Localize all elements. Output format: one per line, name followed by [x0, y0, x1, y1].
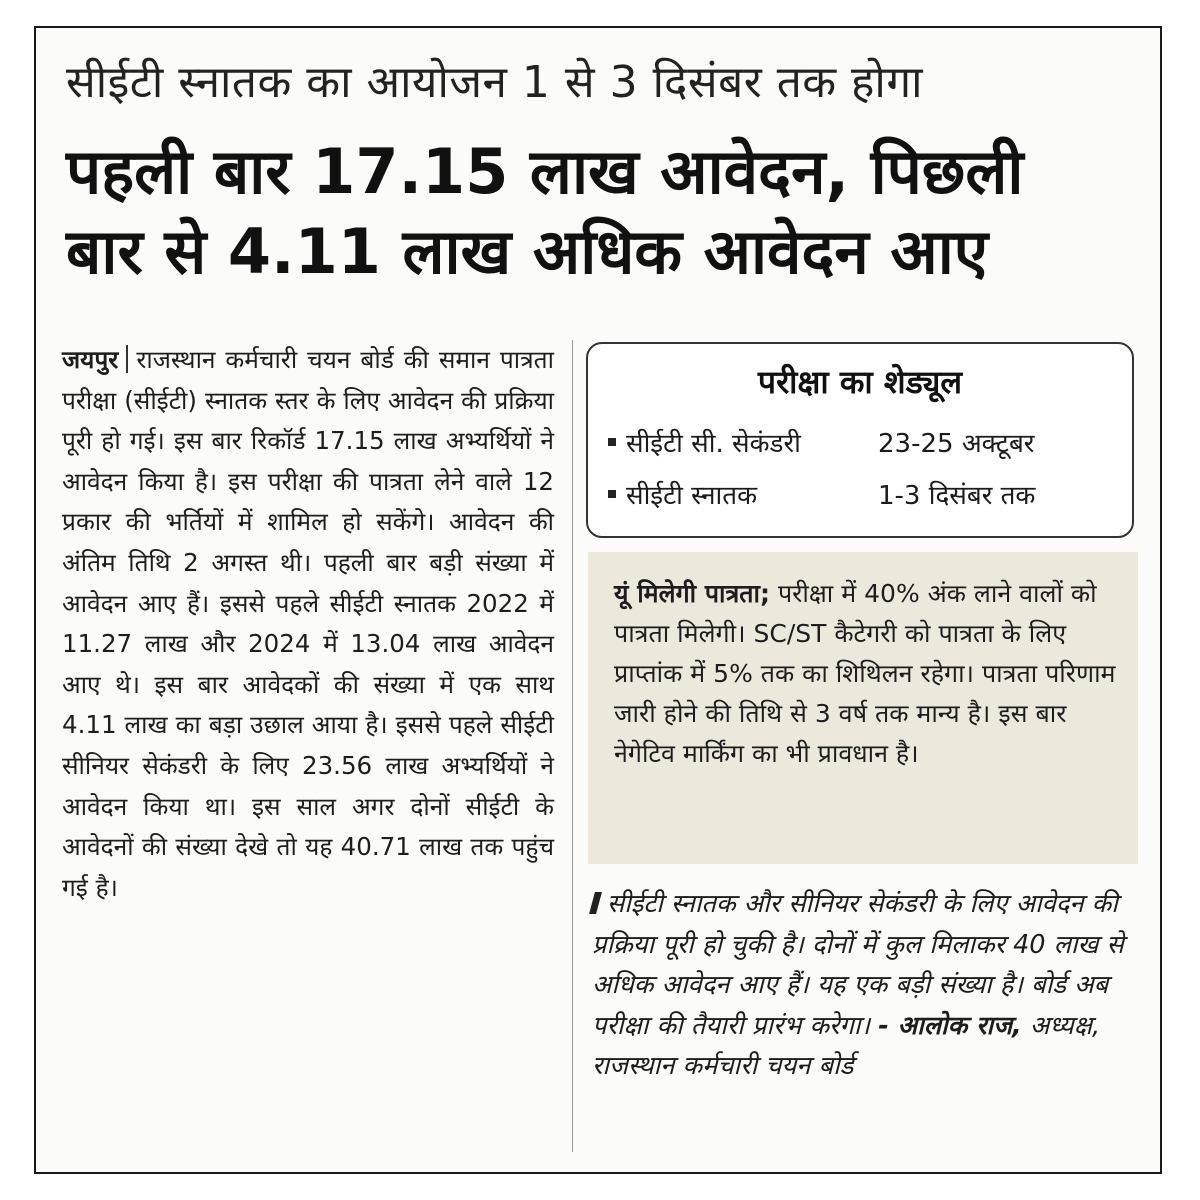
schedule-exam: सीईटी सी. सेकंडरी [626, 429, 801, 459]
schedule-row [608, 476, 1118, 512]
dateline: जयपुर [62, 345, 119, 374]
quote-signature: - आलोक राज, [878, 1010, 1022, 1041]
schedule-title: परीक्षा का शेड्यूल [757, 363, 963, 401]
schedule-date: 23-25 अक्टूबर [878, 429, 1035, 459]
bullet-icon [608, 438, 616, 446]
kicker-headline: सीईटी स्नातक का आयोजन 1 से 3 दिसंबर तक होगा [66, 57, 923, 108]
eligibility-box [588, 552, 1138, 864]
official-quote [592, 884, 1132, 1087]
schedule-exam: सीईटी स्नातक [626, 481, 758, 511]
quote-text: सीईटी स्नातक और सीनियर सेकंडरी के लिए आवेदन की प्रक्रिया पूरी हो चुकी है। दोनों में कुल मिलाकर 40 लाख से अधिक आवेदन आए हैं। यह एक बड़ी संख्या है। बोर्ड अब परीक्षा की तैयारी प्रारंभ करेगा। [592, 889, 1124, 1041]
headline-line-1: पहली बार 17.15 लाख आवेदन, पिछली [66, 135, 1024, 208]
eligibility-lead: यूं मिलेगी पात्रता; [614, 579, 771, 608]
quote-designation: अध्यक्ष, राजस्थान कर्मचारी चयन बोर्ड [592, 1010, 1101, 1081]
exam-schedule-box [586, 342, 1134, 538]
headline-line-2: बार से 4.11 लाख अधिक आवेदन आए [66, 215, 989, 288]
bullet-icon [608, 490, 616, 498]
article-text: राजस्थान कर्मचारी चयन बोर्ड की समान पात्रता परीक्षा (सीईटी) स्नातक स्तर के लिए आवेदन की प्रक्रिया पूरी हो गई। इस बार रिकॉर्ड 17.15 लाख अभ्यर्थियों ने आवेदन किया है। इस परीक्षा की पात्रता लेने वाले 12 प्रकार की भर्तियों में शामिल हो सकेंगे। आवेदन की अंतिम तिथि 2 अगस्त थी। पहली बार बड़ी संख्या में आवेदन आए हैं। इससे पहले सीईटी स्नातक 2022 में 11.27 लाख और 2024 में 13.04 लाख आवेदन आए थे। इस बार आवेदकों की संख्या में एक साथ 4.11 लाख का बड़ा उछाल आया है। इससे पहले सीईटी सीनियर सेकंडरी के लिए 23.56 लाख अभ्यर्थियों ने आवेदन किया था। इस साल अगर दोनों सीईटी के आवेदनों की संख्या देखे तो यह 40.71 लाख तक पहुंच गई है। [62, 345, 554, 902]
article-body [62, 340, 554, 908]
dateline-separator [126, 345, 128, 373]
eligibility-text: परीक्षा में 40% अंक लाने वालों को पात्रता मिलेगी। SC/ST कैटेगरी को पात्रता के लिए प्राप्तांक में 5% तक का शिथिलन रहेगा। पात्रता परिणाम जारी होने की तिथि से 3 वर्ष तक मान्य है। इस बार नेगेटिव मार्किंग का भी प्रावधान है। [614, 579, 1116, 768]
schedule-row [608, 424, 1118, 460]
schedule-date: 1-3 दिसंबर तक [878, 481, 1036, 511]
column-divider [572, 340, 573, 1152]
main-headline [66, 132, 1156, 292]
